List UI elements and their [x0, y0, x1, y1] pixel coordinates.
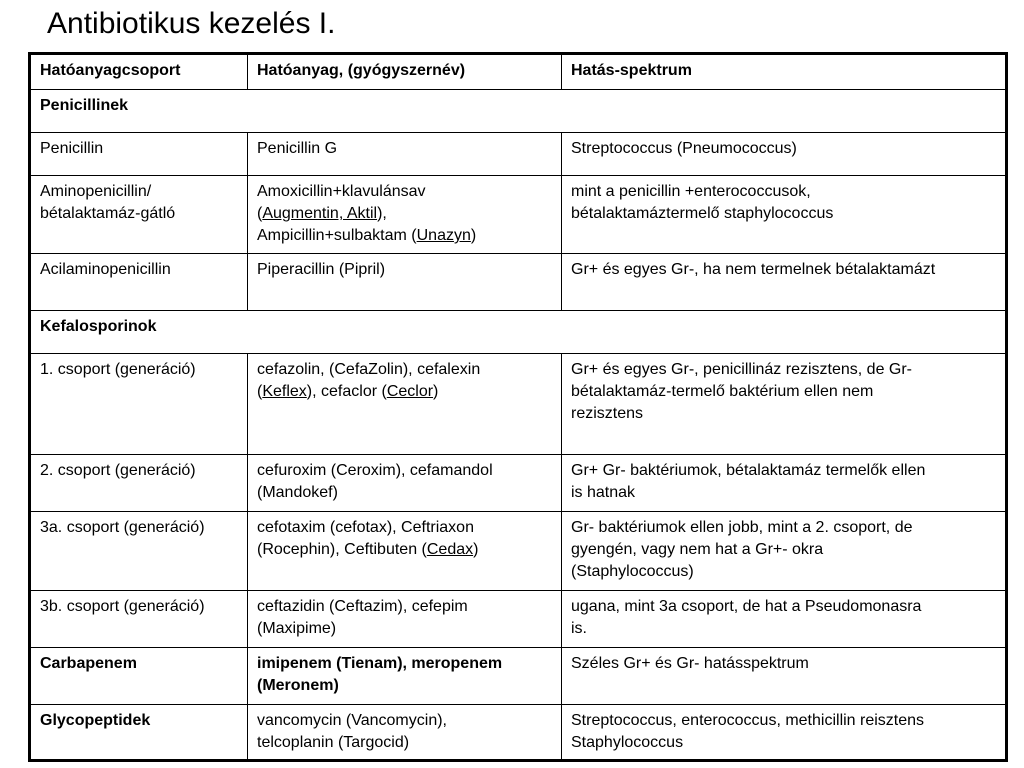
table-row — [30, 254, 1007, 311]
drug-name-link: Unazyn — [416, 227, 471, 244]
spectrum-cell: Gr- baktériumok ellen jobb, mint a 2. csoport, de gyengén, vagy nem hat a Gr+- okra (Staphylococcus) — [562, 512, 1007, 591]
spectrum-cell: Gr+ Gr- baktériumok, bétalaktamáz termelők ellen is hatnak — [562, 455, 1007, 512]
spectrum-cell: Streptococcus, enterococcus, methicillin reisztens Staphylococcus — [562, 705, 1007, 761]
group-cell: 3b. csoport (generáció) — [30, 591, 248, 648]
group-cell: Penicillin — [30, 133, 248, 176]
table-row — [30, 176, 1007, 254]
spectrum-cell: Gr+ és egyes Gr-, penicillináz rezisztens, de Gr- bétalaktamáz-termelő baktérium ellen nem rezisztens — [562, 354, 1007, 455]
header-cell-group: Hatóanyagcsoport — [30, 54, 248, 90]
spectrum-cell: mint a penicillin +enterococcusok, bétalaktamáztermelő staphylococcus — [562, 176, 1007, 254]
table-row — [30, 648, 1007, 705]
group-cell: 3a. csoport (generáció) — [30, 512, 248, 591]
header-row — [30, 54, 1007, 90]
page-title: Antibiotikus kezelés I. — [47, 7, 336, 40]
group-cell: 1. csoport (generáció) — [30, 354, 248, 455]
drug-name-link: Ceclor — [386, 383, 434, 400]
drug-cell: Piperacillin (Pipril) — [248, 254, 562, 311]
header-cell-drug: Hatóanyag, (gyógyszernév) — [248, 54, 562, 90]
drug-cell: cefuroxim (Ceroxim), cefamandol (Mandokef) — [248, 455, 562, 512]
group-cell: Glycopeptidek — [30, 705, 248, 761]
drug-cell: imipenem (Tienam), meropenem (Meronem) — [248, 648, 562, 705]
section-row-penicillinek — [30, 90, 1007, 133]
section-row-kefalosporinok — [30, 311, 1007, 354]
antibiotic-table — [28, 52, 1008, 762]
drug-cell: cefotaxim (cefotax), Ceftriaxon (Rocephin), Ceftibuten (Cedax) — [248, 512, 562, 591]
drug-cell: Amoxicillin+klavulánsav (Augmentin, Aktil), Ampicillin+sulbaktam (Unazyn) — [248, 176, 562, 254]
section-title: Kefalosporinok — [30, 311, 1007, 354]
table-row — [30, 705, 1007, 761]
drug-cell: vancomycin (Vancomycin), telcoplanin (Targocid) — [248, 705, 562, 761]
drug-name-link: Keflex — [262, 383, 307, 400]
drug-name-link: Cedax — [426, 541, 474, 558]
group-cell: Aminopenicillin/ bétalaktamáz-gátló — [30, 176, 248, 254]
spectrum-cell: Széles Gr+ és Gr- hatásspektrum — [562, 648, 1007, 705]
group-cell: Carbapenem — [30, 648, 248, 705]
group-cell: Acilaminopenicillin — [30, 254, 248, 311]
drug-cell: Penicillin G — [248, 133, 562, 176]
drug-cell: cefazolin, (CefaZolin), cefalexin (Keflex), cefaclor (Ceclor) — [248, 354, 562, 455]
table-row — [30, 133, 1007, 176]
section-title: Penicillinek — [30, 90, 1007, 133]
table-row — [30, 354, 1007, 455]
table-row — [30, 591, 1007, 648]
drug-name-link: Augmentin, Aktil — [262, 205, 378, 222]
table-row — [30, 512, 1007, 591]
group-cell: 2. csoport (generáció) — [30, 455, 248, 512]
spectrum-cell: Streptococcus (Pneumococcus) — [562, 133, 1007, 176]
table-row — [30, 455, 1007, 512]
drug-cell: ceftazidin (Ceftazim), cefepim (Maxipime) — [248, 591, 562, 648]
spectrum-cell: Gr+ és egyes Gr-, ha nem termelnek bétalaktamázt — [562, 254, 1007, 311]
header-cell-spectrum: Hatás-spektrum — [562, 54, 1007, 90]
spectrum-cell: ugana, mint 3a csoport, de hat a Pseudomonasra is. — [562, 591, 1007, 648]
